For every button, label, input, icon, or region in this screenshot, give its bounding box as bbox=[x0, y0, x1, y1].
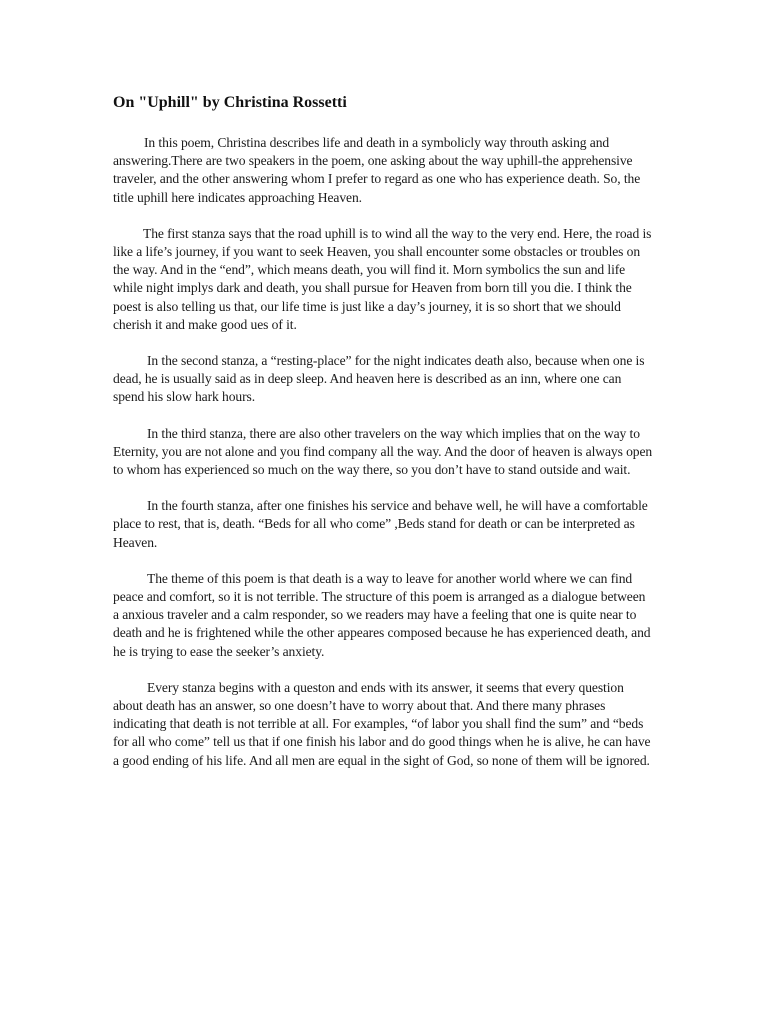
paragraph-second-stanza: In the second stanza, a “resting-place” for the night indicates death also, because when one is dead, he is usually said as in deep sleep. And heaven here is described as an inn, where one can spend his slow hark hours. bbox=[113, 353, 645, 405]
document-title: On "Uphill" by Christina Rossetti bbox=[113, 94, 347, 111]
paragraph-first-stanza: The first stanza says that the road uphill is to wind all the way to the very end. Here, the road is like a life’s journey, if you want to seek Heaven, you shall encounter some obstacles or troubles on the way. And in the “end”, which means death, you will find it. Morn symbolics the sun and life while night implys dark and death, you shall pursue for Heaven from born till you die. I think the poest is also telling us that, our life time is just like a day’s journey, it is so short that we should cherish it and make good ues of it. bbox=[113, 225, 652, 332]
document-body bbox=[113, 93, 653, 788]
paragraph-conclusion: Every stanza begins with a queston and ends with its answer, it seems that every question about death has an answer, so one doesn’t have to worry about that. And there many phrases indicating that death is not terrible at all. For examples, “of labor you shall find the sum” and “beds for all who come” tell us that if one finish his labor and do good things when he is alive, he can have a good ending of his life. And all men are equal in the sight of God, so none of them will be ignored. bbox=[113, 679, 651, 768]
paragraph-intro: In this poem, Christina describes life and death in a symbolicly way throuth asking and answering.There are two speakers in the poem, one asking about the way uphill-the apprehensive traveler, and the other answering whom I prefer to regard as one who has experience death. So, the title uphill here indicates approaching Heaven. bbox=[113, 135, 641, 205]
paragraph-third-stanza: In the third stanza, there are also other travelers on the way which implies that on the way to Eternity, you are not alone and you find company all the way. And the door of heaven is always open to whom has experienced so much on the way there, so you don’t have to stand outside and wait. bbox=[113, 425, 653, 478]
paragraph-fourth-stanza: In the fourth stanza, after one finishes his service and behave well, he will have a comfortable place to rest, that is, death. “Beds for all who come” ,Beds stand for death or can be interpreted as Heaven. bbox=[113, 498, 648, 550]
paragraph-theme: The theme of this poem is that death is a way to leave for another world where we can find peace and comfort, so it is not terrible. The structure of this poem is arranged as a dialogue between a anxious traveler and a calm responder, so we readers may have a feeling that one is quite near to death and he is frightened while the other appeares composed because he has experienced death, and he is trying to ease the seeker’s anxiety. bbox=[113, 570, 651, 659]
